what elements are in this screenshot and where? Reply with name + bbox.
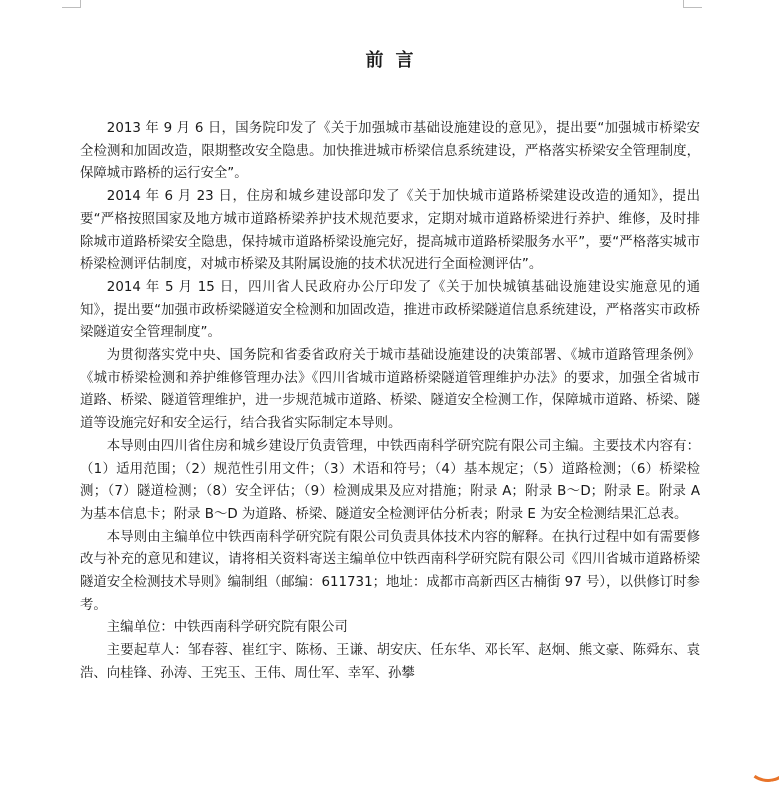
document-body xyxy=(80,118,700,686)
page-title: 前言 xyxy=(365,50,426,72)
paragraph-5: 本导则由四川省住房和城乡建设厅负责管理，中铁西南科学研究院有限公司主编。主要技术内容有：（1）适用范围；（2）规范性引用文件；（3）术语和符号；（4）基本规定；（5）道路检测；（6）桥梁检测；（7）隧道检测；（8）安全评估；（9）检测成果及应对措施；附录 A；附录 B～D；附录 E。附录 A 为基本信息卡；附录 B～D 为道路、桥梁、隧道安全检测评估分析表；附录 E 为安全检测结果汇总表。 xyxy=(80,438,700,522)
crop-mark-top-right xyxy=(683,0,702,8)
corner-decoration xyxy=(739,728,779,786)
crop-mark-top-left xyxy=(62,0,81,8)
paragraph-4: 为贯彻落实党中央、国务院和省委省政府关于城市基础设施建设的决策部署、《城市道路管理条例》《城市桥梁检测和养护维修管理办法》《四川省城市道路桥梁隧道管理维护办法》的要求，加强全省城市道路、桥梁、隧道管理维护，进一步规范城市道路、桥梁、隧道安全检测工作，保障城市道路、桥梁、隧道等设施完好和安全运行，结合我省实际制定本导则。 xyxy=(80,348,700,432)
chief-editor-unit: 主编单位：中铁西南科学研究院有限公司 xyxy=(106,620,348,636)
paragraph-6: 本导则由主编单位中铁西南科学研究院有限公司负责具体技术内容的解释。在执行过程中如有需要修改与补充的意见和建议，请将相关资料寄送主编单位中铁西南科学研究院有限公司《四川省城市道路桥梁隧道安全检测技术导则》编制组（邮编：611731；地址：成都市高新西区古楠街 97 号），以供修订时参考。 xyxy=(80,529,700,613)
paragraph-3: 2014 年 5 月 15 日，四川省人民政府办公厅印发了《关于加快城镇基础设施建设实施意见的通知》，提出要“加强市政桥梁隧道安全检测和加固改造，推进市政桥梁隧道信息系统建设，严格落实市政桥梁隧道安全管理制度”。 xyxy=(80,279,700,341)
main-drafters: 主要起草人：邹春蓉、崔红宇、陈杨、王谦、胡安庆、任东华、邓长军、赵炯、熊文豪、陈舜东、袁浩、向桂锋、孙涛、王宪玉、王伟、周仕军、幸军、孙攀 xyxy=(80,643,700,681)
paragraph-2: 2014 年 6 月 23 日，住房和城乡建设部印发了《关于加快城市道路桥梁建设改造的通知》，提出要“严格按照国家及地方城市道路桥梁养护技术规范要求，定期对城市道路桥梁进行养护、维修，及时排除城市道路桥梁安全隐患，保持城市道路桥梁设施完好，提高城市道路桥梁服务水平”，要“严格落实城市桥梁检测评估制度，对城市桥梁及其附属设施的技术状况进行全面检测评估”。 xyxy=(80,189,700,273)
paragraph-1: 2013 年 9 月 6 日，国务院印发了《关于加强城市基础设施建设的意见》，提出要“加强城市桥梁安全检测和加固改造，限期整改安全隐患。加快推进城市桥梁信息系统建设，严格落实桥梁安全管理制度，保障城市路桥的运行安全”。 xyxy=(80,121,700,182)
